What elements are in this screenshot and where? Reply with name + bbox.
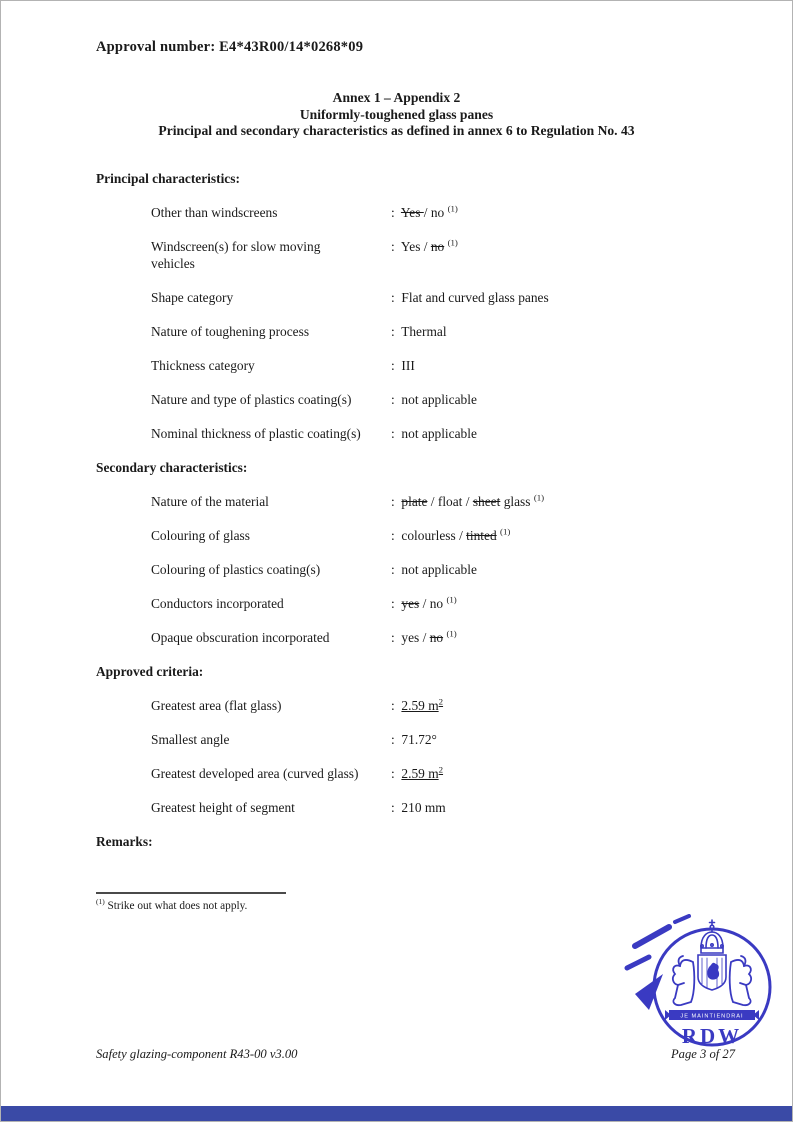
text-segment: 2 [438,696,444,707]
characteristic-row [151,391,716,408]
characteristic-row [151,561,716,578]
row-label-line: Colouring of plastics coating(s) [151,562,321,577]
row-label-line: Shape category [151,290,234,305]
colon-separator: : [391,562,402,577]
stamp-stripe-icon [675,916,689,922]
text-segment: 2.59 m [401,766,439,781]
text-segment: (1) [533,492,545,503]
row-label-line: Smallest angle [151,732,230,747]
row-value [391,629,457,646]
text-segment: not applicable [401,426,477,441]
row-value [391,357,415,374]
row-label [151,289,391,306]
lion-right-icon [730,956,751,1005]
bottom-blue-bar [1,1106,792,1121]
text-segment: sheet [472,494,501,509]
remarks-heading: Remarks: [96,834,153,849]
characteristic-row [151,629,716,646]
row-value [391,799,446,816]
text-segment: (1) [500,526,511,537]
row-label-line: Thickness category [151,358,255,373]
characteristic-row [151,527,716,544]
text-segment: glass [500,494,534,509]
stamp-wedge-icon [635,974,663,1010]
text-segment: (1) [446,628,457,639]
text-segment: / no [419,596,447,611]
colon-separator: : [391,324,402,339]
text-segment: yes / [401,630,430,645]
characteristic-row [151,595,716,612]
shield-icon [698,955,726,990]
row-label-line: Other than windscreens [151,205,278,220]
row-label [151,595,391,612]
row-value [391,425,477,442]
row-label-line: Greatest developed area (curved glass) [151,766,359,781]
colon-separator: : [391,290,402,305]
row-label-line: Colouring of glass [151,528,250,543]
colon-separator: : [391,528,402,543]
row-label-line: Nature and type of plastics coating(s) [151,392,352,407]
row-label [151,731,391,748]
section-heading: Approved criteria: [96,664,204,679]
characteristic-row [151,731,716,748]
row-value [391,289,549,306]
motto-text: JE MAINTIENDRAI [680,1013,744,1020]
text-segment: / no [423,205,448,220]
text-segment: (1) [446,594,457,605]
row-value [391,595,457,612]
characteristic-row [151,697,716,714]
row-label-line: Nature of toughening process [151,324,310,339]
text-segment: Thermal [401,324,447,339]
text-segment: (1) [447,203,458,214]
text-segment: 71.72° [401,732,437,747]
section-rows [151,697,716,816]
row-label [151,238,391,272]
row-value [391,561,477,578]
text-segment: not applicable [401,562,477,577]
title-line-1: Annex 1 – Appendix 2 [332,90,461,105]
characteristic-row [151,799,716,816]
text-segment: 210 mm [401,800,446,815]
colon-separator: : [391,596,402,611]
row-label-line: Greatest height of segment [151,800,295,815]
text-segment: III [401,358,415,373]
row-value [391,493,544,510]
stamp-stripe-icon [627,957,649,968]
text-segment: no [430,239,445,254]
text-segment: Flat and curved glass panes [401,290,549,305]
text-segment: tinted [466,528,497,543]
lion-left-icon [673,956,694,1005]
row-label-line: Nominal thickness of plastic coating(s) [151,426,361,441]
crown-icon [701,920,723,953]
row-label-line: Nature of the material [151,494,269,509]
text-segment: / float / [427,494,473,509]
row-value [391,765,443,782]
row-label [151,323,391,340]
row-value [391,238,458,272]
colon-separator: : [391,239,401,254]
row-label [151,391,391,408]
text-segment: (1) [96,897,105,907]
document-title [1,90,792,140]
row-label [151,799,391,816]
motto-banner [665,1010,759,1020]
colon-separator: : [391,358,402,373]
row-value [391,391,477,408]
text-segment: yes [401,596,420,611]
row-label [151,357,391,374]
section-heading: Principal characteristics: [96,171,240,186]
row-label-line: Greatest area (flat glass) [151,698,282,713]
row-label-line: Conductors incorporated [151,596,284,611]
text-segment: 2 [438,764,444,775]
colon-separator: : [391,698,402,713]
row-value [391,731,437,748]
text-segment: plate [401,494,428,509]
footnote-separator [96,892,286,894]
characteristic-row [151,765,716,782]
section-rows [151,204,716,442]
text-segment: (1) [447,237,458,248]
characteristic-row [151,238,716,272]
colon-separator: : [391,494,402,509]
sections-container [96,170,716,816]
characteristics-content [96,170,716,850]
footer-page-number: Page 3 of 27 [670,1047,735,1061]
text-segment: Yes [400,205,424,220]
approval-number: Approval number: E4*43R00/14*0268*09 [96,39,364,55]
row-label-line: vehicles [151,256,195,271]
characteristic-row [151,289,716,306]
text-segment: colourless / [401,528,467,543]
colon-separator: : [391,800,402,815]
stamp-stripe-icon [635,927,669,946]
row-label [151,204,391,221]
row-value [391,527,510,544]
row-value [391,697,443,714]
colon-separator: : [391,732,402,747]
row-label [151,765,391,782]
text-segment: 2.59 m [401,698,439,713]
characteristic-row [151,323,716,340]
footnote-text [96,897,248,912]
title-line-3: Principal and secondary characteristics as defined in annex 6 to Regulation No. 43 [158,123,635,138]
characteristic-row [151,425,716,442]
text-segment: no [429,630,444,645]
row-label [151,425,391,442]
stamp-org-text: RDW [681,1024,743,1048]
row-value [391,204,458,221]
row-label-line: Opaque obscuration incorporated [151,630,330,645]
title-line-2: Uniformly-toughened glass panes [299,106,494,122]
rdw-stamp [623,914,791,1060]
row-label [151,697,391,714]
row-value [391,323,447,340]
text-segment: not applicable [401,392,477,407]
colon-separator: : [391,630,402,645]
characteristic-row [151,357,716,374]
colon-separator: : [391,205,401,220]
colon-separator: : [391,392,402,407]
characteristic-row [151,204,716,221]
section-rows [151,493,716,646]
colon-separator: : [391,426,402,441]
row-label [151,561,391,578]
footer-document-version: Safety glazing-component R43-00 v3.00 [96,1047,298,1061]
text-segment: Yes / [400,239,431,254]
section-heading: Secondary characteristics: [96,460,248,475]
row-label [151,493,391,510]
row-label [151,629,391,646]
colon-separator: : [391,766,402,781]
characteristic-row [151,493,716,510]
row-label-line: Windscreen(s) for slow moving [151,239,321,254]
row-label [151,527,391,544]
text-segment: Strike out what does not apply. [104,900,248,912]
